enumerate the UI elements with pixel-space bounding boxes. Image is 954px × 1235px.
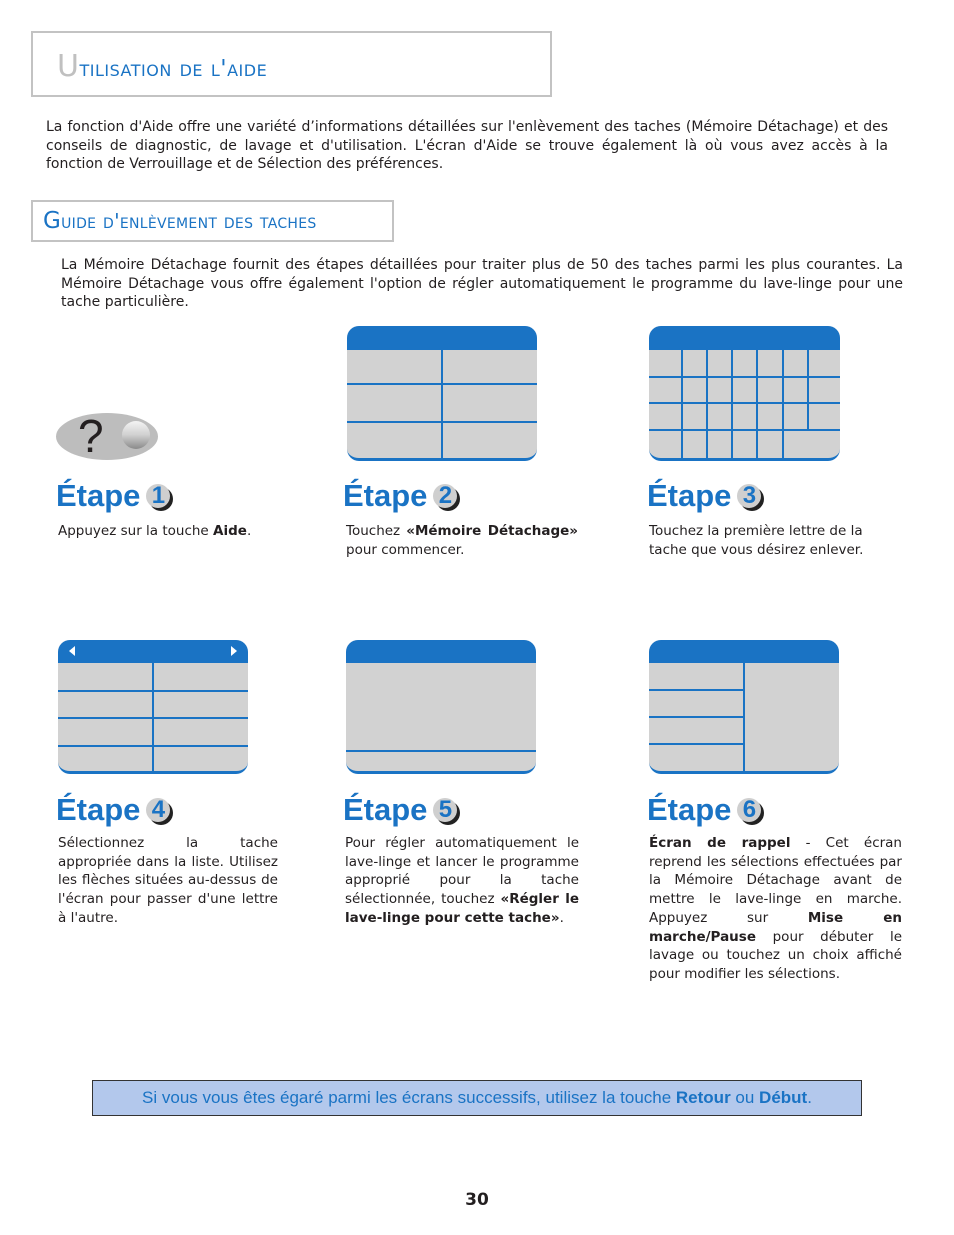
step-label: Étape: [56, 478, 141, 513]
step-number-badge: 2: [433, 484, 457, 508]
step-2-text: Touchez «Mémoire Détachage» pour commencer.: [346, 523, 578, 558]
section-rest: uide d'enlèvement des taches: [61, 209, 317, 233]
step-label: Étape: [647, 792, 732, 827]
title-initial: U: [57, 49, 80, 84]
step-6-text: Écran de rappel - Cet écran reprend les sélections effectuées par la Mémoire Détachage avant de mettre le lave-linge en marche. Appuyez sur Mise en marche/Pause pour débuter le lavage ou touchez un choix affiché pour modifier les sélections.: [649, 835, 902, 982]
step-number-badge: 5: [433, 798, 457, 822]
retour-key-label: Retour: [675, 1088, 731, 1107]
intro-paragraph: La fonction d'Aide offre une variété d’informations détaillées sur l'enlèvement des taches (Mémoire Détachage) et des conseils de diagnostic, de lavage et d'utilisation. L'écran d'Aide se trouve également là où vous avez accès à la fonction de Verrouillage et de Sélection des préférences.: [46, 119, 888, 173]
step-label: Étape: [343, 792, 428, 827]
round-button-icon: [122, 421, 150, 449]
page-title-box: [31, 31, 552, 97]
set-washer-screen-icon: [346, 640, 536, 774]
tip-banner: Si vous vous êtes égaré parmi les écrans successifs, utilisez la touche Retour ou Début.: [92, 1080, 862, 1116]
step-label: Étape: [647, 478, 732, 513]
step-1-title: [56, 478, 170, 514]
step-label: Étape: [343, 478, 428, 513]
step-number-badge: 3: [737, 484, 761, 508]
step-3-text: Touchez la première lettre de la tache que vous désirez enlever.: [649, 523, 864, 558]
step-label: Étape: [56, 792, 141, 827]
step-6-title: [647, 792, 761, 828]
arrow-left-icon[interactable]: [69, 646, 75, 656]
step-4-text: Sélectionnez la tache appropriée dans la liste. Utilisez les flèches situées au-dessus de l'écran pour passer d'une lettre à l'autre.: [58, 835, 278, 926]
letter-grid-screen-icon: [649, 326, 840, 461]
step-number-badge: 6: [737, 798, 761, 822]
step-4-title: [56, 792, 170, 828]
help-button-icon: [56, 410, 158, 462]
section-initial: G: [43, 208, 62, 234]
arrow-right-icon[interactable]: [231, 646, 237, 656]
title-rest: tilisation de l'aide: [79, 56, 268, 82]
section-paragraph: La Mémoire Détachage fournit des étapes détaillées pour traiter plus de 50 des taches parmi les plus courantes. La Mémoire Détachage vous offre également l'option de régler automatiquement le programme du lave-linge pour une tache particulière.: [61, 257, 903, 311]
reminder-screen-icon: [649, 640, 839, 774]
page-title: [57, 49, 267, 84]
stain-list-screen-icon: [58, 640, 248, 774]
debut-key-label: Début: [759, 1088, 808, 1107]
step-number-badge: 1: [146, 484, 170, 508]
step-2-title: [343, 478, 457, 514]
page-number: 30: [465, 1190, 489, 1210]
stain-menu-screen-icon: [347, 326, 537, 461]
section-title-box: [31, 200, 394, 242]
step-3-title: [647, 478, 761, 514]
section-title: [43, 208, 317, 234]
step-5-text: Pour régler automatiquement le lave-linge et lancer le programme approprié pour la tache sélectionnée, touchez «Régler le lave-linge pour cette tache».: [345, 835, 579, 926]
question-mark-icon: ?: [78, 410, 104, 462]
step-1-text: Appuyez sur la touche Aide.: [58, 523, 252, 539]
step-number-badge: 4: [146, 798, 170, 822]
step-5-title: [343, 792, 457, 828]
